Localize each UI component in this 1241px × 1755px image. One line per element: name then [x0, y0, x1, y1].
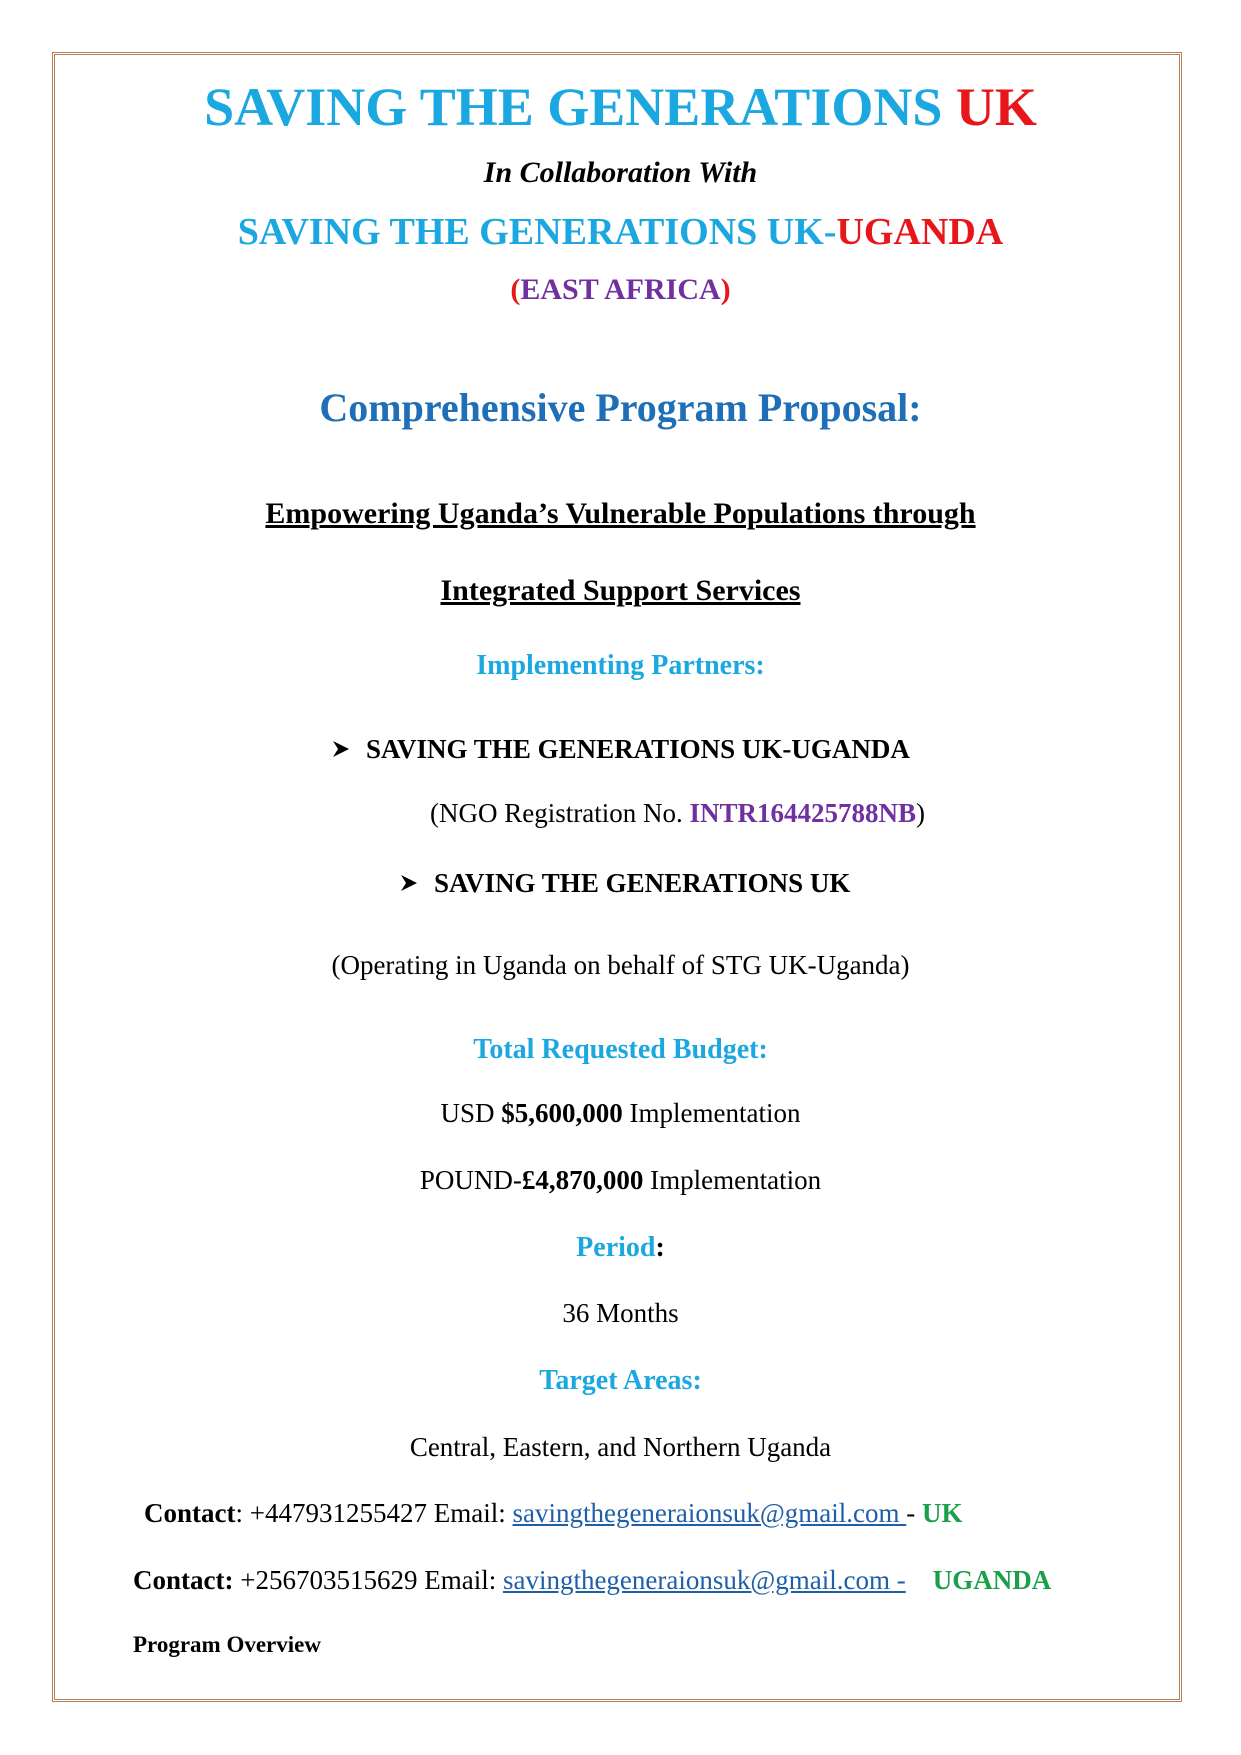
partner-item-1: [332, 733, 910, 765]
region-text: EAST AFRICA: [520, 273, 721, 306]
partner-item-2-name: SAVING THE GENERATIONS UK: [434, 868, 851, 898]
contact-uk-sep: :: [235, 1498, 250, 1528]
proposal-subtitle-line2: Integrated Support Services: [440, 574, 801, 607]
registration-prefix: (NGO Registration No.: [430, 798, 690, 828]
region-close-paren: ): [720, 273, 731, 306]
budget-usd-suffix: Implementation: [622, 1098, 801, 1128]
partner-title: [0, 209, 1241, 255]
target-areas-value: Central, Eastern, and Northern Uganda: [409, 1432, 832, 1462]
partner-item-1-note: [430, 797, 925, 829]
budget-usd: [0, 1097, 1241, 1129]
budget-gbp-amount: £4,870,000: [521, 1165, 644, 1195]
partner-item-2-note: (Operating in Uganda on behalf of STG UK-Uganda): [331, 950, 910, 980]
budget-label: Total Requested Budget:: [473, 1034, 768, 1065]
contact-uk: [144, 1497, 963, 1529]
contact-uk-email-label: Email:: [426, 1498, 513, 1528]
partner-item-2: [400, 867, 850, 899]
main-title-accent: UK: [955, 77, 1037, 137]
collaboration-line: In Collaboration With: [483, 156, 758, 189]
arrow-bullet-icon: [332, 740, 350, 758]
proposal-subtitle-line1: Empowering Uganda’s Vulnerable Populations through: [265, 497, 976, 530]
main-title-text: SAVING THE GENERATIONS: [204, 77, 943, 137]
contact-uganda-spacer: [906, 1565, 933, 1595]
registration-suffix: ): [916, 798, 925, 828]
partner-item-1-name: SAVING THE GENERATIONS UK-UGANDA: [366, 734, 910, 764]
contact-uganda-phone[interactable]: +256703515629: [240, 1565, 418, 1595]
proposal-heading: Comprehensive Program Proposal:: [319, 385, 922, 430]
target-areas-label: Target Areas:: [539, 1365, 702, 1396]
main-title: [0, 74, 1241, 140]
period-value: 36 Months: [562, 1298, 679, 1328]
arrow-bullet-icon: [400, 874, 418, 892]
contact-uk-country: UK: [922, 1498, 963, 1528]
budget-gbp-suffix: Implementation: [643, 1165, 822, 1195]
contact-uganda: [133, 1564, 1051, 1596]
registration-number: INTR164425788NB: [689, 798, 916, 828]
contact-uganda-label: Contact:: [133, 1565, 234, 1595]
contact-uganda-country: UGANDA: [932, 1565, 1052, 1595]
section-heading-program-overview: Program Overview: [133, 1632, 321, 1657]
period-label-text: Period: [576, 1232, 656, 1263]
region-line: [0, 272, 1241, 308]
contact-uk-email-link[interactable]: savingthegeneraionsuk@gmail.com: [512, 1498, 907, 1528]
budget-usd-amount: $5,600,000: [501, 1098, 623, 1128]
period-colon: :: [655, 1232, 665, 1263]
partners-label: Implementing Partners:: [476, 650, 765, 681]
budget-gbp: [0, 1164, 1241, 1196]
contact-uk-label: Contact: [144, 1498, 236, 1528]
contact-uk-phone[interactable]: +447931255427: [249, 1498, 427, 1528]
period-label: [0, 1231, 1241, 1265]
budget-usd-prefix: USD: [440, 1098, 502, 1128]
partner-title-accent: UGANDA: [836, 211, 1004, 253]
contact-uganda-email-label: Email:: [417, 1565, 503, 1595]
contact-uk-dash: -: [906, 1498, 922, 1528]
contact-uganda-email-link[interactable]: savingthegeneraionsuk@gmail.com -: [502, 1565, 906, 1595]
region-open-paren: (: [510, 273, 521, 306]
partner-title-text: SAVING THE GENERATIONS UK-: [237, 211, 837, 253]
budget-gbp-prefix: POUND-: [419, 1165, 522, 1195]
